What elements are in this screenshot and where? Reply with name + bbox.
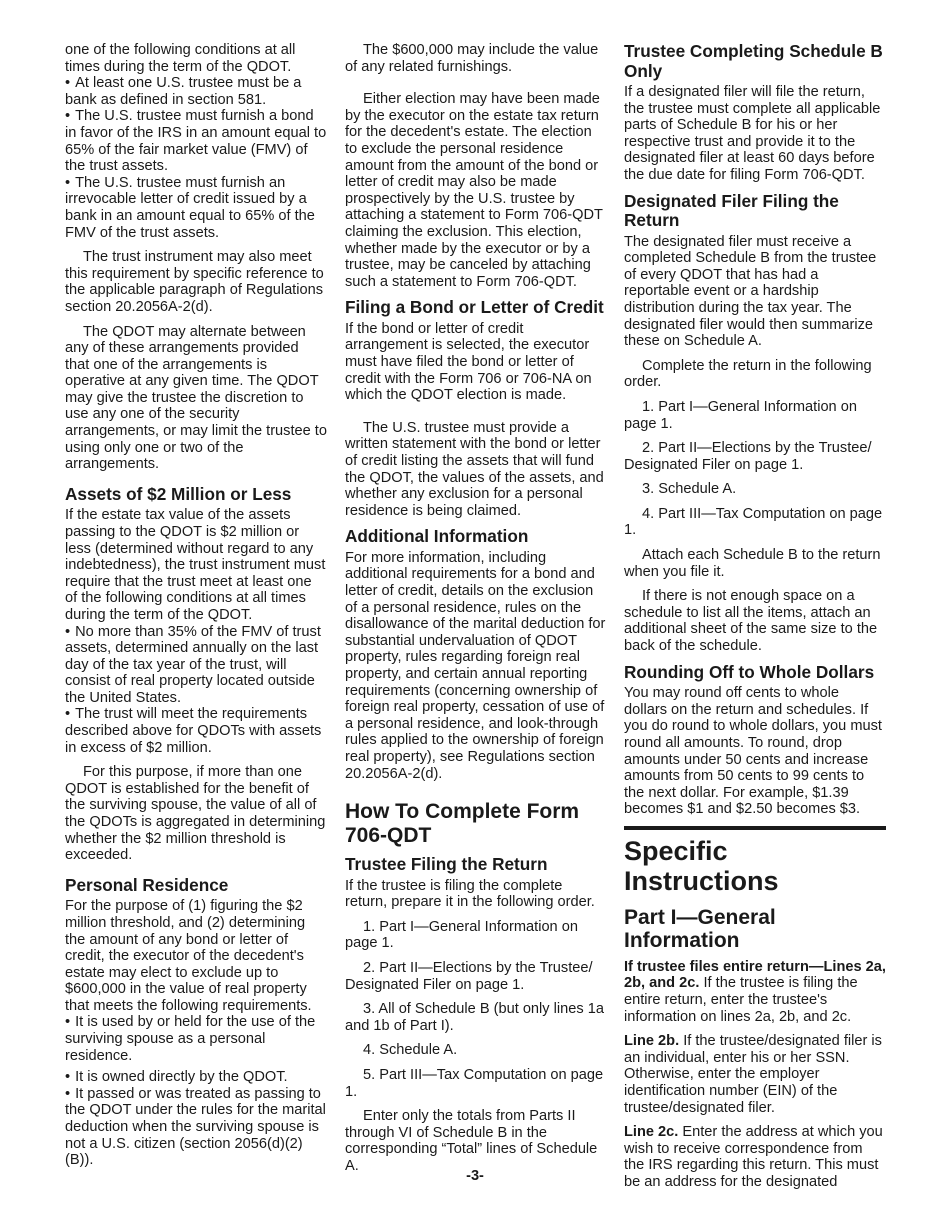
list-item: 2. Part II—Elections by the Trustee/ Designated Filer on page 1. [345,960,593,993]
paragraph: The QDOT may alternate between any of these arrangements provided that one of the arrangements is operative at any given time. The QDOT may give the trustee the discretion to use any one of the security arrangements, or may limit the trustee to using only one or two of the arrangements. [65,323,327,473]
heading-assets-2-million: Assets of $2 Million or Less [65,483,292,504]
list-item: 1. Part I—General Information on page 1. [624,398,857,432]
heading-trustee-schedule-b: Trustee Completing Schedule B Only [624,41,883,81]
column-middle [345,42,607,1183]
heading-trustee-filing: Trustee Filing the Return [345,854,548,875]
bullet-item: • At least one U.S. trustee must be a bank as defined in section 581. [65,75,327,108]
paragraph: The trust instrument may also meet this requirement by specific reference to the applicable paragraph of Regulations section 20.2056A-2(d). [65,249,324,315]
paragraph [624,959,886,1025]
paragraph: The designated filer must receive a completed Schedule B from the trustee of every QDOT that has had a reportable event or a hardship distribution during the tax year. The designated filer would then summarize these on Schedule A. [624,233,877,350]
paragraph: If the trustee is filing the complete return, prepare it in the following order. [345,877,595,911]
bullet-item: • The trust will meet the requirements described above for QDOTs with assets in excess of $2 million. [65,706,327,756]
list-item: 1. Part I—General Information on page 1. [345,918,578,952]
section-divider [624,826,886,830]
heading-filing-bond: Filing a Bond or Letter of Credit [345,297,604,318]
paragraph: The U.S. trustee must provide a written statement with the bond or letter of credit listing the assets that will fund the QDOT, the values of the assets, and whether any exclusion for a personal residence is being claimed. [345,419,604,519]
bullet-item: • The U.S. trustee must furnish an irrevocable letter of credit issued by a bank in an amount equal to 65% of the FMV of the trust assets. [65,175,327,241]
run-in-heading: If trustee files entire return—Lines 2a, 2b, and 2c. [624,958,886,992]
bullet-item: • The U.S. trustee must furnish a bond in favor of the IRS in an amount equal to 65% of the fair market value (FMV) of the trust assets. [65,108,327,174]
run-in-heading: Line 2b. [624,1033,680,1050]
list-item: 2. Part II—Elections by the Trustee/ Designated Filer on page 1. [624,440,872,473]
run-in-heading: Line 2c. [624,1124,679,1141]
paragraph: Either election may have been made by the executor on the estate tax return for the decedent's estate. The election to exclude the personal residence amount from the amount of the bond or letter of credit may also be made prospectively by the U.S. trustee by attaching a statement to Form 706-QDT claiming the exclusion. This election, whether made by the executor or by a trustee, may be canceled by attaching such a statement to Form 706-QDT. [345,91,603,290]
heading-personal-residence: Personal Residence [65,874,229,895]
paragraph: If the bond or letter of credit arrangement is selected, the executor must have filed the bond or letter of credit with the Form 706 or 706-NA on which the QDOT election is made. [345,320,592,404]
list-item: 5. Part III—Tax Computation on page 1. [345,1067,604,1100]
paragraph: Complete the return in the following order. [624,357,872,391]
bullet-item: • It passed or was treated as passing to the QDOT under the rules for the marital deduction when the surviving spouse is not a U.S. citizen (section 2056(d)(2)(B)). [65,1086,327,1169]
paragraph: You may round off cents to whole dollars on the return and schedules. If you do round to whole dollars, you must round all amounts. To round, drop amounts under 50 cents and increase amounts from 50 cents to 99 cents to the next dollar. For example, $1.39 becomes $1 and $2.50 becomes $3. [624,685,882,818]
heading-part-1-general: Part I—General Information [624,905,776,953]
bullet-item: • It is used by or held for the use of the surviving spouse as a personal residence. [65,1014,327,1064]
paragraph [624,1033,886,1116]
page-number: -3- [466,1168,484,1184]
paragraph: Attach each Schedule B to the return when you file it. [624,547,881,580]
paragraph-text: If the trustee is filing the entire return, enter the trustee's information on lines 2a, 2b, and 2c. [624,975,858,1025]
paragraph: For more information, including additional requirements for a bond and letter of credit, details on the exclusion of a personal residence, rules on the disallowance of the marital deduction for substantial undervaluation of QDOT property, rules regarding foreign real property, and certain annual reporting requirements (concerning ownership of foreign real property, cessation of use of a personal residence, and look-through rules applied to the ownership of foreign real property), see Regulations section 20.2056A-2(d). [345,549,606,782]
column-left [65,42,327,1169]
paragraph: If there is not enough space on a schedule to list all the items, attach an additional sheet of the same size to the back of the schedule. [624,588,878,655]
paragraph-text: If the trustee/designated filer is an individual, enter his or her SSN. Otherwise, enter the employer identification number (EIN) of the trustee/designated filer. [624,1033,882,1116]
list-item: 4. Schedule A. [363,1042,458,1059]
heading-designated-filer: Designated Filer Filing the Return [624,190,839,231]
bullet-item: • It is owned directly by the QDOT. [65,1069,327,1086]
paragraph-text: Enter the address at which you wish to receive correspondence from the IRS regarding this return. This must be an address for the designated [624,1124,883,1190]
paragraph: For this purpose, if more than one QDOT is established for the benefit of the surviving spouse, the value of all of the QDOTs is aggregated in determining whether the $2 million threshold is exceeded. [65,764,326,864]
paragraph: For the purpose of (1) figuring the $2 million threshold, and (2) determining the amount of any bond or letter of credit, the executor of the decedent's estate may elect to exclude up to $600,000 in the value of real property that meets the following requirements. [65,898,312,1014]
paragraph: one of the following conditions at all times during the term of the QDOT. [65,42,296,75]
bullet-item: • No more than 35% of the FMV of trust assets, determined annually on the last day of the tax year of the trust, will consist of real property located outside the United States. [65,624,327,707]
list-item: 3. All of Schedule B (but only lines 1a and 1b of Part I). [345,1001,604,1034]
paragraph: Enter only the totals from Parts II through VI of Schedule B in the corresponding “Total” lines of Schedule A. [345,1108,598,1174]
list-item: 3. Schedule A. [642,481,737,498]
heading-specific-instructions: Specific Instructions [624,835,779,896]
heading-rounding: Rounding Off to Whole Dollars [624,661,875,682]
list-item: 4. Part III—Tax Computation on page 1. [624,505,883,539]
paragraph: The $600,000 may include the value of any related furnishings. [345,42,599,75]
heading-additional-information: Additional Information [345,526,529,547]
heading-how-to-complete: How To Complete Form 706-QDT [345,800,580,847]
paragraph: If the estate tax value of the assets passing to the QDOT is $2 million or less (determined without regard to any indebtedness), the trust instrument must require that the trust meet at least one of the following conditions at all times during the term of the QDOT. [65,507,326,623]
column-right [624,42,886,1199]
paragraph: If a designated filer will file the return, the trustee must complete all applicable parts of Schedule B for his or her respective trust and provide it to the designated filer at least 60 days before the due date for filing Form 706-QDT. [624,84,881,183]
